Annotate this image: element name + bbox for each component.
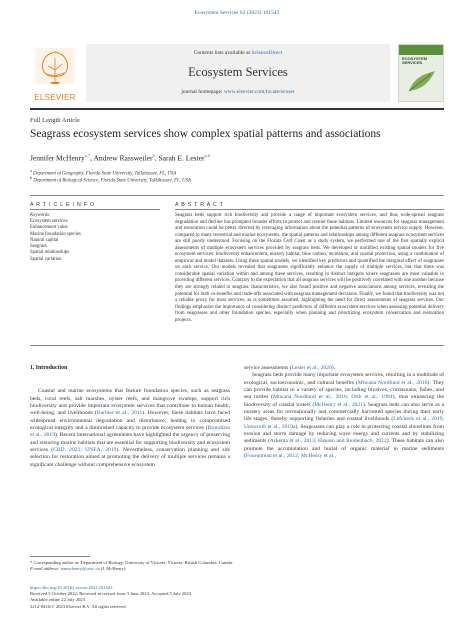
homepage-line [86,89,390,95]
cover-band [399,45,443,55]
body-text: ). Recent international agreements have highlighted the urgency of preserving and restoring marine habitats that are essential for supporting biodiversity and ecosystem services ( [30,432,230,454]
citation-link[interactable]: Mtwana Nordlund et al., 2016 [357,379,428,386]
masthead-center [86,44,390,102]
body-column-left [30,365,230,469]
keyword-item: Spatial variation [30,256,62,262]
body-text: ). Seagrasses can play a role in protecting coastal shorelines from erosion and storm damage by reducing wave energy and currents and by stabilizing sediments ( [244,423,444,445]
body-text: Coastal and marine ecosystems that feature foundation species, such as seagrass beds, coral reefs, salt marshes, oyster reefs, and mangrove swamps, support rich biodiversity and provide important ecosystem services that contribute to human health, well-being, and livelihoods ( [30,388,230,417]
body-text: ). However, these habitats have faced widespread environmental degradation and disturbance, leading to compromised ecological integrity and a diminished capacity to provide ecosystem services ( [30,410,230,432]
affiliation [30,175,191,184]
author-separator: , [90,153,94,163]
abstract-heading: A B S T R A C T [175,202,224,208]
article-info-heading: A R T I C L E I N F O [30,202,95,208]
cover-title: ECOSYSTEM SERVICES [402,56,428,66]
keyword-item: Marine foundation species [30,231,81,237]
body-text: Seagrass beds provide many important ecosystem services, resulting in a multitude of ecological, socioeconomic, and cultural benefits ( [244,372,444,386]
footnote-rule [30,556,90,557]
body-paragraph [30,388,230,469]
keyword-item: Enhancement value [30,225,68,231]
body-text: ). Seagrass beds can also serve as a nursery areas for recreationally and commercially harvested species during their early life stages, thereby supporting fisheries and coastal livelihoods ( [244,401,444,423]
info-heading-rule [30,209,160,210]
masthead-rule [30,108,444,110]
homepage-prefix: journal homepage: [181,89,223,95]
available-online: Available online 22 July 2023 [30,597,86,603]
affiliation-text: Department of Biological Science, Florida State University, Tallahassee, FL, USA [33,178,191,184]
affiliation-text: Department of Geography, Florida State University, Tallahassee, FL, USA [32,171,177,177]
section-heading: 1. Introduction [30,365,68,371]
article-title: Seagrass ecosystem services show complex spatial patterns and associations [30,128,381,140]
body-paragraph [244,372,444,460]
email-line [30,566,330,572]
body-column-right [244,365,444,460]
citation-link[interactable]: Fourqurean et al., 2012; McHenry et al., [245,453,336,460]
author-name[interactable]: Jennifer McHenry [30,153,85,163]
elsevier-tree-logo [32,46,78,98]
article-type: Full Length Article [30,117,80,124]
citation-link[interactable]: Brondízio et al., 2019 [30,425,230,439]
body-text: ). They can provide habitat to a variety of species, including bivalves, crustaceans, fishes, and sea turtles ( [244,379,444,401]
publication-info [30,585,330,610]
abstract-bottom-rule [30,345,444,346]
citation-link[interactable]: Mtwana Nordlund et al., 2016; Orth et al., 1984 [272,394,393,401]
abstract-heading-rule [175,209,444,210]
email-label: E-mail address: [30,566,60,571]
body-text: ). Nevertheless, conservation planning and site selection for restoration aimed at promoting the delivery of multiple services remains a significant challenge without comprehensive ecosystem [30,447,230,468]
author-separator: , [154,153,159,163]
keywords-list [30,219,81,263]
citation-link[interactable]: Barbier et al., 2011 [96,410,143,417]
author-affiliation-marker[interactable]: a,b [204,153,210,158]
journal-cover-thumbnail[interactable] [398,44,444,102]
copyright: 2212-0416/© 2023 Elsevier B.V. All rights reserved. [30,603,127,609]
affiliation-marker: b [30,175,32,180]
journal-masthead [30,44,444,102]
contents-line [86,50,390,56]
author-name[interactable]: Sarah E. Lester [158,153,205,163]
citation-link[interactable]: McHenry et al., 2021 [314,401,364,408]
left-paragraphs [30,388,230,469]
doi-link[interactable]: https://doi.org/10.1016/j.ecoser.2023.101543 [30,585,113,590]
journal-title: Ecosystem Services [188,65,288,79]
author-affiliation-marker[interactable]: b [152,153,155,158]
contents-prefix: Contents lists available at [193,50,251,56]
footnotes [30,560,330,572]
author-name[interactable]: Andrew Rassweiler [93,153,153,163]
email-link[interactable]: jenmchenry@uvic.ca [60,566,100,571]
citation-link[interactable]: Lester et al., 2020 [291,365,332,371]
body-text: ). These habitats can also promote the accumulation and burial of organic material in marine sediments ( [244,438,444,460]
abstract-text: Seagrass beds support rich biodiversity and provide a range of important ecosystem services, and thus wide-spread seagrass degradation and decline has prompted broader efforts to protect and restore these habitats. Limited resources for seagrass management and restoration could be better directed by leveraging information about the potential patterns of ecosystem service supply. However, compared to many terrestrial and marine ecosystems, the spatial patterns and relationships among different seagrass ecosystem services are still poorly understood. Focusing on the Florida Gulf Coast as a study system, we performed one of the first spatially explicit assessments of multiple ecosystem services provided by seagrass beds. We developed or modified existing spatial models for five ecosystem services: biodiversity enhancement, nursery habitat, blue carbon, recreation, and coastal protection, using a combination of empirical and model datasets. Using these spatial models, we identified key predictors and quantified the marginal effect of seagrasses on each service. Our models revealed that seagrasses significantly enhance the supply of multiple services, but that there was considerable spatial variation within and among these services, resulting in distinct hotspots where seagrasses are most valuable in providing different services. Contrary to the expectation that all seagrass services will be positively correlated with one another because they are strongly related to seagrass characteristics, we also found positive and negative associations among services, revealing the potential for both co-benefits and trade-offs associated with seagrass management decisions. Finally, we found that biodiversity was not a reliable proxy for most services, as is sometimes assumed, highlighting the need for direct assessments of seagrass services. Our findings emphasize the importance of considering distinct predictors of different ecosystem services when assessing potential delivery from seagrasses and other foundation species, especially when planning and prioritizing ecosystem conservation and restoration projects. [175,213,444,323]
author-affiliation-marker[interactable]: a,* [84,153,91,158]
keyword-item: Spatial relationships [30,250,70,256]
publisher-wordmark: ELSEVIER [34,93,76,102]
info-top-rule [30,195,444,196]
right-paragraphs [244,365,444,460]
citation-link[interactable]: Lefcheck et al., 2019; Unsworth et al., 2019a [244,416,444,430]
corresponding-author-note: * Corresponding author at: Department of Biology, University of Victoria, Victoria, British Columbia, Canada. [30,560,234,565]
keywords-label: Keywords: [30,213,51,218]
received-dates: Received 5 October 2022; Received in revised form 3 June 2023; Accepted 5 July 2023 [30,591,191,597]
journal-homepage-link[interactable]: www.elsevier.com/locate/ecoser [223,89,295,95]
email-suffix: (J. McHenry). [100,566,127,571]
cover-leaf-graphic [407,69,437,93]
keyword-item: Natural capital [30,237,59,243]
journal-reference[interactable]: Ecosystem Services 63 (2023) 101543 [194,10,280,16]
body-text: ), thus enhancing the biodiversity of coastal waters ( [244,394,444,408]
citation-link[interactable]: CBD, 2021; UNEA, 2019 [53,447,117,454]
keyword-item: Seagrass [30,244,47,250]
body-text: ). [331,365,336,371]
body-text: service assessments ( [244,365,292,371]
affiliation-marker: a [30,168,32,173]
citation-link[interactable]: Arkema et al., 2013; Hansen and Reidenbach, 2012 [269,438,387,445]
keyword-item: Ecosystem services [30,219,68,224]
sciencedirect-link[interactable]: ScienceDirect [251,50,283,56]
author-list [30,153,210,163]
